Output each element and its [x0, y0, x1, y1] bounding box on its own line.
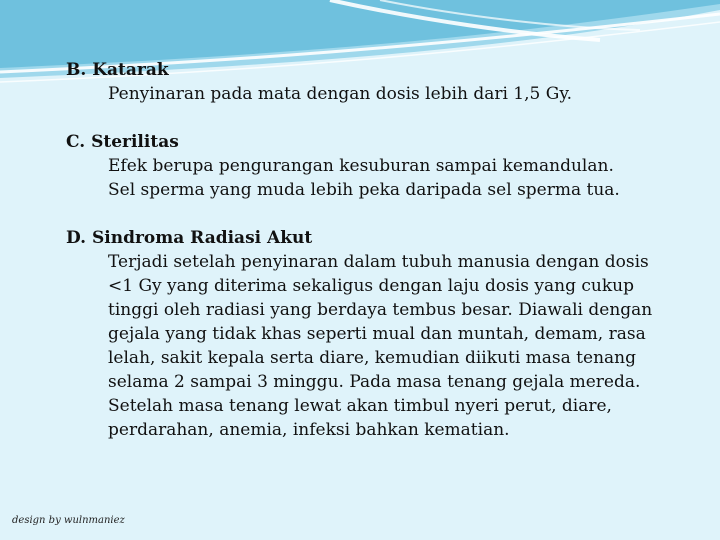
body-line: lelah, sakit kepala serta diare, kemudian diikuti masa tenang	[108, 348, 636, 368]
section-title: B. Katarak	[66, 60, 169, 80]
body-line: <1 Gy yang diterima sekaligus dengan laju dosis yang cukup	[108, 276, 634, 296]
body-line: Setelah masa tenang lewat akan timbul nyeri perut, diare,	[108, 396, 612, 416]
section-body	[108, 154, 686, 202]
body-line: Penyinaran pada mata dengan dosis lebih dari 1,5 Gy.	[108, 84, 573, 104]
body-line: tinggi oleh radiasi yang berdaya tembus besar. Diawali dengan	[108, 300, 653, 320]
footer-credit: design by wulnmaniez	[12, 515, 125, 526]
section-body	[108, 82, 686, 106]
body-line: Efek berupa pengurangan kesuburan sampai kemandulan.	[108, 156, 614, 176]
body-line: selama 2 sampai 3 minggu. Pada masa tenang gejala mereda.	[108, 372, 641, 392]
body-line: gejala yang tidak khas seperti mual dan muntah, demam, rasa	[108, 324, 646, 344]
body-line: perdarahan, anemia, infeksi bahkan kematian.	[108, 420, 510, 440]
section-title: C. Sterilitas	[66, 132, 179, 152]
body-line: Sel sperma yang muda lebih peka daripada sel sperma tua.	[108, 180, 620, 200]
section-sterilitas	[66, 130, 686, 202]
content	[66, 58, 686, 442]
section-sindroma-radiasi-akut	[66, 226, 686, 442]
body-line: Terjadi setelah penyinaran dalam tubuh manusia dengan dosis	[108, 252, 649, 272]
section-title: D. Sindroma Radiasi Akut	[66, 228, 313, 248]
section-body	[108, 250, 686, 442]
section-katarak	[66, 58, 686, 106]
